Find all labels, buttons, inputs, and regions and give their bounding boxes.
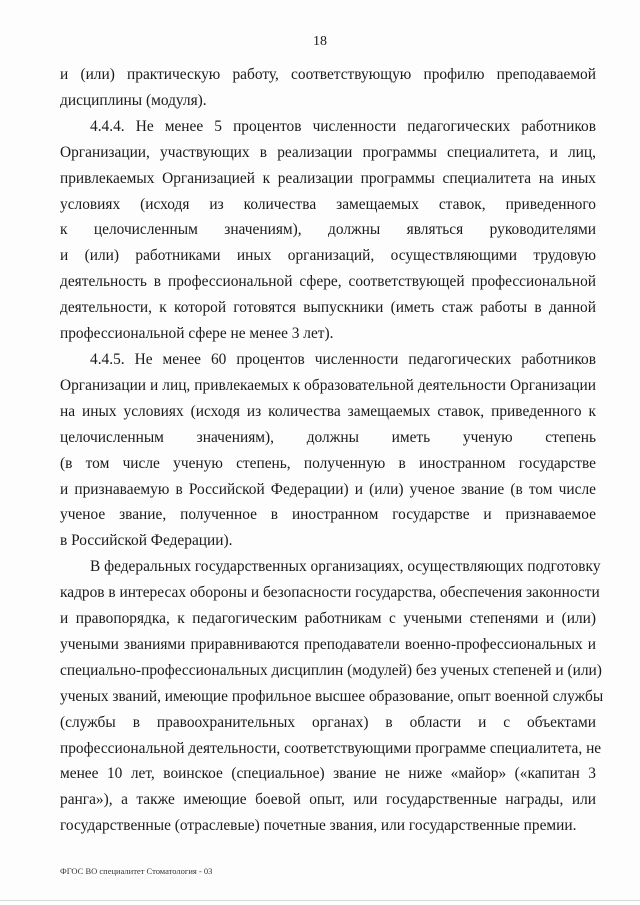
text-line: дисциплины (модуля).: [60, 91, 207, 109]
body-text: [60, 62, 604, 839]
text-line: и (или) работниками иных организаций, осуществляющими трудовую: [60, 247, 596, 265]
paragraph-federal-organizations: [60, 554, 604, 839]
text-line: условиях (исходя из количества замещаемых ставок, приведенного: [60, 195, 596, 213]
text-line: специально-профессиональных дисциплин (модулей) без ученых степеней и (или): [60, 661, 602, 679]
text-line: Организации, участвующих в реализации программы специалитета, и лиц,: [60, 143, 596, 161]
text-line: профессиональной сфере не менее 3 лет).: [60, 325, 334, 343]
text-line: ранга»), а также имеющие боевой опыт, или государственные награды, или: [60, 791, 596, 809]
text-line: деятельности, к которой готовятся выпускники (иметь стаж работы в данной: [60, 299, 596, 317]
page-number: 18: [313, 34, 327, 49]
text-line: и (или) практическую работу, соответствующую профилю преподаваемой: [60, 66, 596, 83]
text-line: менее 10 лет, воинское (специальное) звание не ниже «майор» («капитан 3: [60, 765, 596, 783]
paragraph-4-4-5: [60, 347, 596, 554]
paragraph-continuation: [60, 62, 596, 114]
text-line: 4.4.4. Не менее 5 процентов численности педагогических работников: [90, 117, 596, 135]
text-line: учеными званиями приравниваются преподаватели военно-профессиональных и: [60, 635, 596, 653]
scan-edge-divider: [0, 900, 640, 901]
text-line: ученых званий, имеющие профильное высшее образование, опыт военной службы: [60, 687, 604, 705]
text-line: профессиональной деятельности, соответствующими программе специалитета, не: [60, 739, 602, 757]
text-line: на иных условиях (исходя из количества замещаемых ставок, приведенного к: [60, 402, 596, 420]
paragraph-4-4-4: [60, 114, 596, 347]
text-line: ученое звание, полученное в иностранном государстве и признаваемое: [60, 506, 596, 524]
text-line: привлекаемых Организацией к реализации программы специалитета на иных: [60, 169, 596, 187]
text-line: В федеральных государственных организациях, осуществляющих подготовку: [90, 558, 601, 576]
text-line: 4.4.5. Не менее 60 процентов численности педагогических работников: [90, 350, 596, 368]
text-line: и признаваемую в Российской Федерации) и (или) ученое звание (в том числе: [60, 480, 596, 498]
text-line: в Российской Федерации).: [60, 532, 233, 550]
text-line: (службы в правоохранительных органах) в области и с объектами: [60, 713, 596, 731]
text-line: и правопорядка, к педагогическим работникам с учеными степенями и (или): [60, 610, 596, 628]
text-line: к целочисленным значениям), должны являться руководителями: [60, 221, 596, 239]
text-line: кадров в интересах обороны и безопасности государства, обеспечения законности: [60, 584, 600, 602]
text-line: целочисленным значениям), должны иметь ученую степень: [60, 428, 596, 446]
page-footer: ФГОС ВО специалитет Стоматология - 03: [60, 866, 213, 876]
text-line: деятельность в профессиональной сфере, соответствующей профессиональной: [60, 273, 596, 291]
text-line: государственные (отраслевые) почетные звания, или государственные премии.: [60, 817, 577, 835]
text-line: (в том числе ученую степень, полученную в иностранном государстве: [60, 454, 596, 472]
text-line: Организации и лиц, привлекаемых к образовательной деятельности Организации: [60, 376, 596, 394]
